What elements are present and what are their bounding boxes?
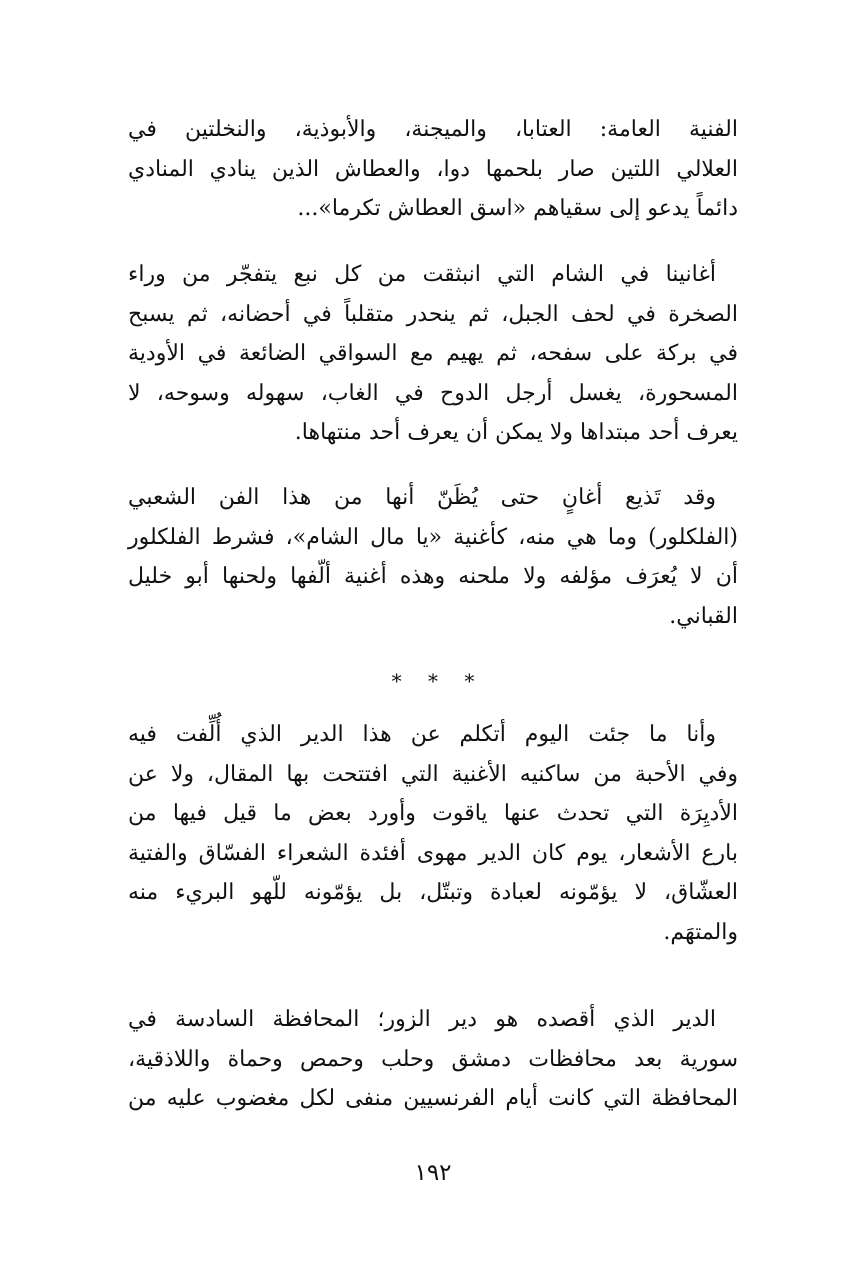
text-line: المحافظة التي كانت أيام الفرنسيين منفى لكل مغضوب عليه من [128, 1086, 738, 1111]
asterisk-ornament: * [391, 669, 402, 693]
page-number: ١٩٢ [414, 1160, 452, 1186]
text-line: وفي الأحبة من ساكنيه الأغنية التي افتتحت بها المقال، ولا عن [128, 761, 738, 787]
paragraph-5 [128, 1000, 738, 1119]
text-line: يعرف أحد مبتداها ولا يمكن أن يعرف أحد منتهاها. [294, 420, 738, 445]
text-line: الصخرة في لحف الجبل، ثم ينحدر متقلباً في أحضانه، ثم يسبح [128, 301, 738, 327]
text-line: أغانينا في الشام التي انبثقت من كل نبع يتفجّر من وراء [128, 262, 716, 287]
text-line: أن لا يُعرَف مؤلفه ولا ملحنه وهذه أغنية ألّفها ولحنها أبو خليل [128, 564, 738, 589]
text-line: بارع الأشعار، يوم كان الدير مهوى أفئدة الشعراء الفسّاق والفتية [128, 840, 738, 866]
paragraph-1 [128, 110, 738, 229]
text-line: الأديِرَة التي تحدث عنها ياقوت وأورد بعض ما قيل فيها من [128, 801, 738, 826]
text-line: الفنية العامة: العتابا، والميجنة، والأبوذية، والنخلتين في [128, 117, 738, 142]
text-line: في بركة على سفحه، ثم يهيم مع السواقي الضائعة في الأودية [128, 341, 738, 366]
text-line: المسحورة، يغسل أرجل الدوح في الغاب، سهوله وسوحه، لا [128, 380, 738, 406]
paragraph-2 [128, 255, 738, 453]
section-separator [128, 666, 738, 696]
text-line: العلالي اللتين صار بلحمها دوا، والعطاش الذين ينادي المنادي [128, 156, 738, 182]
asterisk-ornament: * [428, 669, 438, 693]
text-line: العشّاق، لا يؤمّونه لعبادة وتبتّل، بل يؤمّونه للّهو البريء منه [128, 880, 738, 905]
paragraph-4 [128, 715, 738, 952]
text-line: وأنا ما جئت اليوم أتكلم عن هذا الدير الذي أُلِّفت فيه [128, 722, 716, 747]
text-line: الدير الذي أقصده هو دير الزور؛ المحافظة السادسة في [128, 1007, 716, 1032]
text-line: والمتهَم. [663, 919, 738, 945]
text-line: وقد تَذيع أغانٍ حتى يُظَنّ أنها من هذا الفن الشعبي [128, 485, 716, 510]
paragraph-3 [128, 478, 738, 636]
text-line: القباني. [669, 603, 738, 629]
text-line: سورية بعد محافظات دمشق وحلب وحمص وحماة واللاذقية، [128, 1046, 738, 1072]
text-line: دائماً يدعو إلى سقياهم «اسق العطاش تكرما»... [297, 196, 738, 221]
asterisk-ornament: * [464, 669, 475, 693]
book-page [128, 0, 738, 1269]
text-line: (الفلكلور) وما هي منه، كأغنية «يا مال الشام»، فشرط الفلكلور [128, 524, 738, 550]
